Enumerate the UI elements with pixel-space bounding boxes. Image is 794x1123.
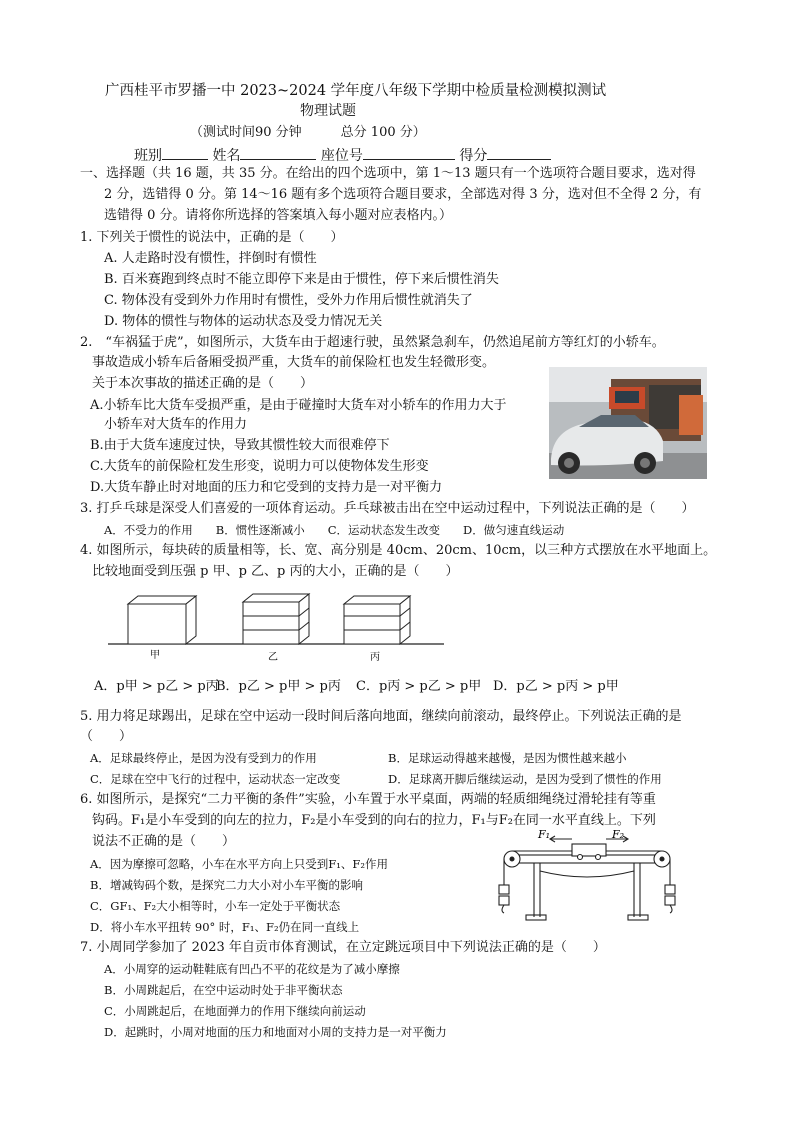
f1-label: F₁ (538, 829, 551, 841)
q3-options: A．不受力的作用 B．惯性逐渐减小 C．运动状态发生改变 D．做匀速直线运动 (104, 523, 565, 537)
q6-stem-1: 6. 如图所示，是探究“二力平衡的条件”实验，小车置于水平桌面，两端的轻质细绳绕过滑轮挂有等重 (80, 792, 656, 807)
q6-stem-3: 说法不正确的是（ ） (92, 834, 236, 849)
f2-label: F₂ (612, 829, 625, 841)
label-jia: 甲 (150, 650, 160, 661)
q2-stem-2: 事故造成小轿车后备厢受损严重，大货车的前保险杠也发生轻微形变。 (92, 355, 496, 370)
seat-label: 座位号 (320, 148, 363, 164)
q4-stem-1: 4. 如图所示，每块砖的质量相等，长、宽、高分别是 40cm、20cm、10cm，以三种方式摆放在水平地面上。 (80, 543, 717, 558)
bricks-figure (108, 582, 448, 664)
exam-meta: （测试时间90 分钟 总分 100 分） (190, 125, 426, 140)
q5-stem-2: （ ） (80, 729, 133, 744)
q2-option-d: D.大货车静止时对地面的压力和它受到的支持力是一对平衡力 (90, 480, 443, 495)
q6-option-a: A．因为摩擦可忽略，小车在水平方向上只受到F₁、F₂作用 (90, 857, 388, 871)
label-yi: 乙 (268, 652, 278, 663)
section-intro-2: 2 分，选错得 0 分。第 14～16 题有多个选项符合题目要求，全部选对得 3 分，选对但不全得 2 分，有 (104, 187, 702, 202)
q5-stem-1: 5. 用力将足球踢出，足球在空中运动一段时间后落向地面，继续向前滚动，最终停止。下列说法正确的是 (80, 709, 682, 724)
exam-title: 广西桂平市罗播一中 2023~2024 学年度八年级下学期中检质量检测模拟测试 (105, 83, 607, 99)
brick-bing (344, 596, 410, 644)
label-bing: 丙 (370, 652, 380, 663)
q1-option-b: B. 百米赛跑到终点时不能立即停下来是由于惯性，停下来后惯性消失 (104, 272, 499, 287)
q1-option-a: A. 人走路时没有惯性，拌倒时有惯性 (104, 251, 317, 266)
info-fields (134, 145, 551, 165)
q7-option-a: A．小周穿的运动鞋鞋底有凹凸不平的花纹是为了减小摩擦 (104, 962, 400, 976)
brick-jia (128, 596, 196, 644)
q2-option-a-1: A.小轿车比大货车受损严重，是由于碰撞时大货车对小轿车的作用力大于 (90, 398, 507, 413)
seat-blank (363, 145, 455, 160)
class-label: 班别 (134, 148, 162, 164)
name-label: 姓名 (212, 148, 241, 164)
q1-option-d: D. 物体的惯性与物体的运动状态及受力情况无关 (104, 314, 383, 329)
q7-option-b: B．小周跳起后，在空中运动时处于非平衡状态 (104, 983, 343, 997)
q5-option-c: C．足球在空中飞行的过程中，运动状态一定改变 (90, 772, 341, 786)
class-blank (162, 145, 208, 160)
q4-option-c: C．p丙 > p乙 > p甲 (356, 679, 482, 694)
subject-title: 物理试题 (300, 103, 356, 119)
two-force-balance-figure (494, 829, 684, 929)
q2-option-b: B.由于大货车速度过快，导致其惯性较大而很难停下 (90, 438, 390, 453)
q4-option-d: D．p乙 > p丙 > p甲 (493, 679, 619, 694)
q6-stem-2: 钩码。F₁是小车受到的向左的拉力，F₂是小车受到的向右的拉力，F₁与F₂在同一水平直线上。下列 (92, 813, 656, 828)
q4-option-a: A．p甲 > p乙 > p丙 (94, 679, 219, 694)
q6-option-c: C．GF₁、F₂大小相等时，小车一定处于平衡状态 (90, 899, 341, 913)
q4-option-b: B．p乙 > p甲 > p丙 (216, 679, 341, 694)
q2-option-c: C.大货车的前保险杠发生形变，说明力可以使物体发生形变 (90, 459, 429, 474)
q7-option-c: C．小周跳起后，在地面弹力的作用下继续向前运动 (104, 1004, 366, 1018)
q4-stem-2: 比较地面受到压强 p 甲、p 乙、p 丙的大小，正确的是（ ） (92, 564, 459, 579)
score-label: 得分 (459, 148, 488, 164)
q7-stem: 7. 小周同学参加了 2023 年自贡市体育测试，在立定跳远项目中下列说法正确的是（ ） (80, 940, 606, 955)
q5-option-d: D．足球离开脚后继续运动，是因为受到了惯性的作用 (388, 772, 662, 786)
brick-yi (243, 594, 309, 644)
section-intro-3: 选错得 0 分。请将你所选择的答案填入每小题对应表格内。） (104, 208, 453, 223)
name-blank (240, 145, 316, 160)
q5-option-a: A．足球最终停止，是因为没有受到力的作用 (90, 751, 317, 765)
q2-option-a-2: 小轿车对大货车的作用力 (104, 417, 248, 432)
q1-option-c: C. 物体没有受到外力作用时有惯性，受外力作用后惯性就消失了 (104, 293, 473, 308)
q6-option-b: B．增减钩码个数，是探究二力大小对小车平衡的影响 (90, 878, 363, 892)
q1-stem: 1. 下列关于惯性的说法中，正确的是（ ） (80, 230, 344, 245)
section-intro-1: 一、选择题（共 16 题，共 35 分。在给出的四个选项中，第 1～13 题只有一个选项符合题目要求，选对得 (80, 166, 696, 181)
q6-option-d: D．将小车水平扭转 90° 时，F₁、F₂仍在同一直线上 (90, 920, 360, 934)
q7-option-d: D．起跳时，小周对地面的压力和地面对小周的支持力是一对平衡力 (104, 1025, 447, 1039)
q5-option-b: B．足球运动得越来越慢，是因为惯性越来越小 (388, 751, 627, 765)
q3-stem: 3. 打乒乓球是深受人们喜爱的一项体育运动。乒乓球被击出在空中运动过程中，下列说法正确的是（ ） (80, 501, 695, 516)
q2-stem-1: 2. “车祸猛于虎”，如图所示，大货车由于超速行驶，虽然紧急刹车，仍然追尾前方等红灯的小轿车。 (80, 335, 665, 350)
truck-accident-photo (549, 367, 707, 479)
score-blank (487, 145, 551, 160)
q2-stem-3: 关于本次事故的描述正确的是（ ） (92, 376, 314, 391)
